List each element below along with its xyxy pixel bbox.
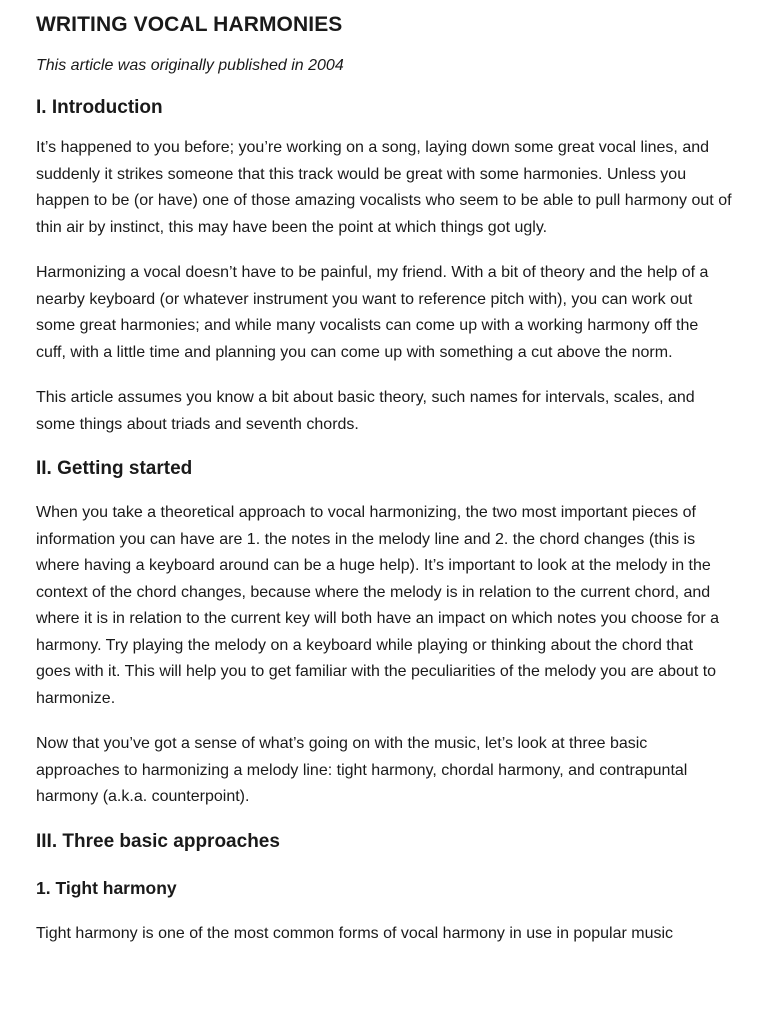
section-heading-three-approaches: III. Three basic approaches [36, 830, 280, 852]
paragraph: It’s happened to you before; you’re working on a song, laying down some great vocal lines, and suddenly it strikes someone that this track would be great with some harmonies. Unless you happen to be (or have) one of those amazing vocalists who seem to be able to pull harmony out of thin air by instinct, this may have been the point at which things got ugly. [36, 139, 732, 236]
paragraph: Now that you’ve got a sense of what’s going on with the music, let’s look at three basic approaches to harmonizing a melody line: tight harmony, chordal harmony, and contrapuntal harmony (a.k.a. counterpoint). [36, 735, 688, 805]
section-heading-getting-started: II. Getting started [36, 458, 193, 479]
paragraph: When you take a theoretical approach to vocal harmonizing, the two most important pieces of information you can have are 1. the notes in the melody line and 2. the chord changes (this is where having a keyboard around can be a huge help). It’s important to look at the melody in the context of the chord changes, because where the melody is in relation to the current chord, and where it is in relation to the current key will both have an impact on which notes you choose for a harmony. Try playing the melody on a keyboard while playing or thinking about the chord that goes with it. This will help you to get familiar with the peculiarities of the melody you are about to harmonize. [36, 504, 720, 707]
paragraph: This article assumes you know a bit about basic theory, such names for intervals, scales, and some things about triads and seventh chords. [36, 389, 695, 433]
paragraph: Tight harmony is one of the most common forms of vocal harmony in use in popular music [36, 924, 674, 942]
article-title: WRITING VOCAL HARMONIES [36, 13, 343, 36]
paragraph: Harmonizing a vocal doesn’t have to be painful, my friend. With a bit of theory and the help of a nearby keyboard (or whatever instrument you want to reference pitch with), you can work out some great harmonies; and while many vocalists can come up with a working harmony off the cuff, with a little time and planning you can come up with something a cut above the norm. [36, 264, 709, 361]
article-subtitle: This article was originally published in 2004 [36, 57, 344, 74]
article [0, 12, 768, 947]
section-heading-introduction: I. Introduction [36, 97, 163, 118]
subsection-heading-tight-harmony: 1. Tight harmony [36, 877, 177, 898]
